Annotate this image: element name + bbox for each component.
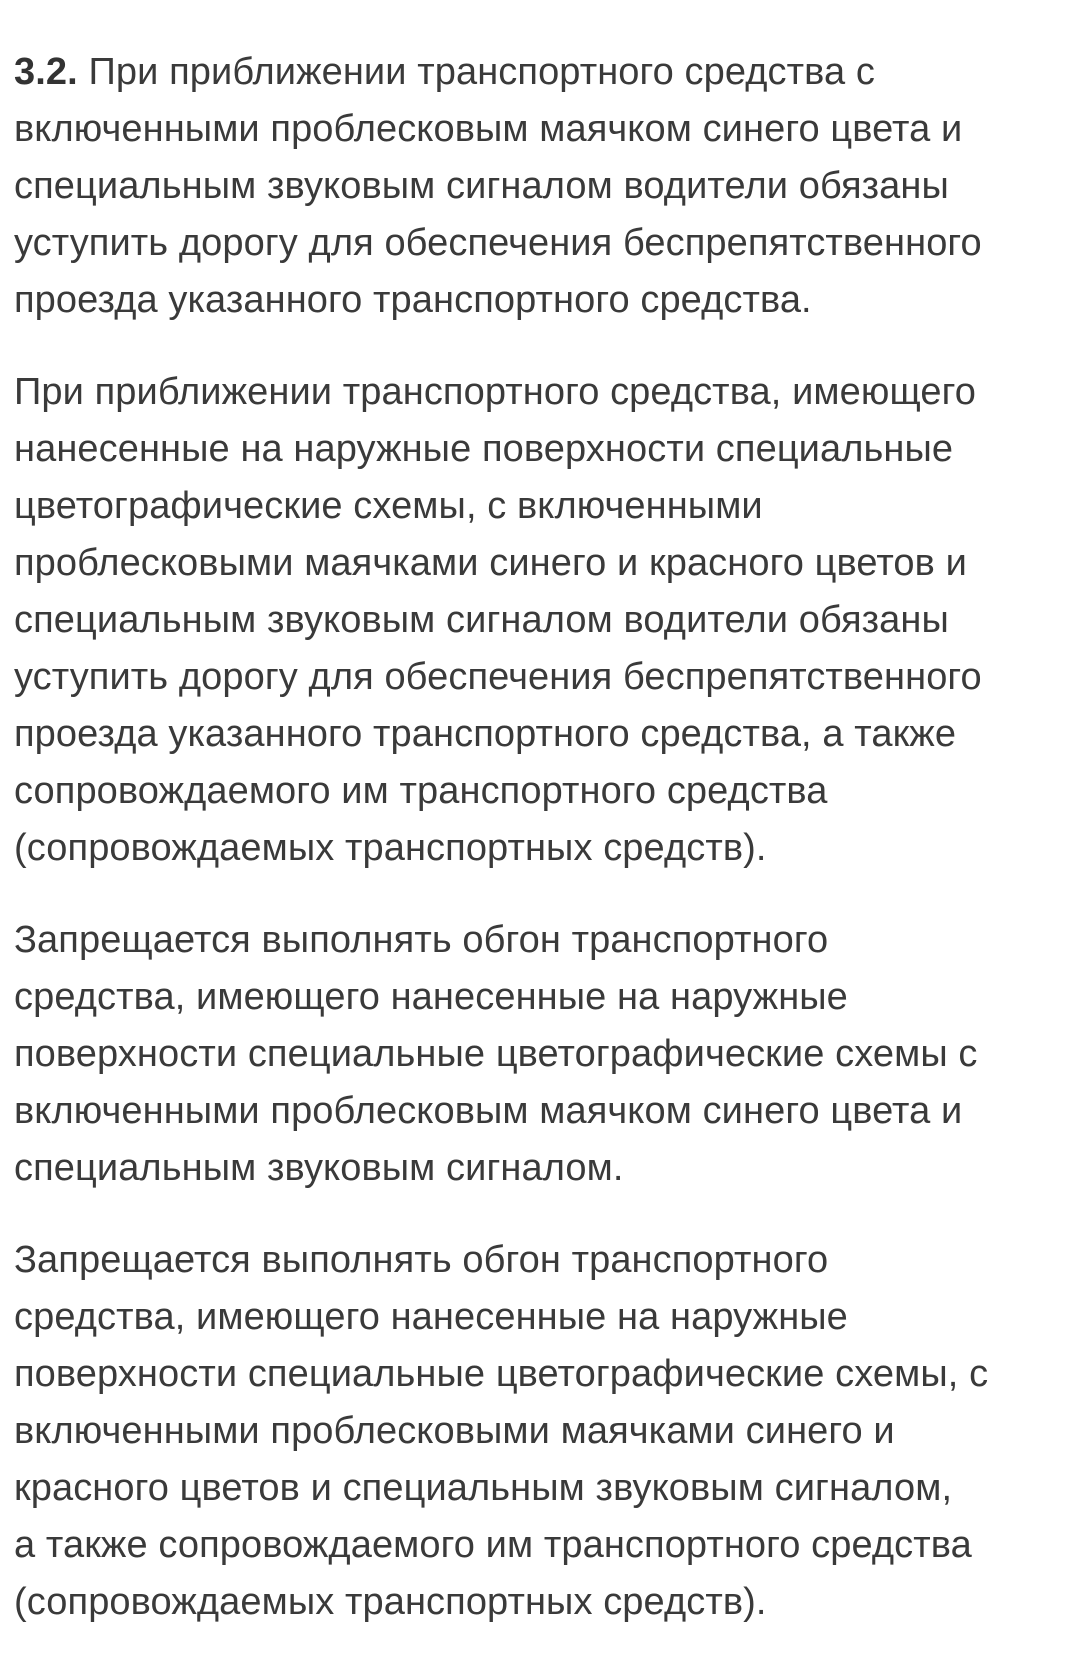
- paragraph-line: сопровождаемого им транспортного средства: [14, 770, 828, 812]
- paragraph-line: уступить дорогу для обеспечения беспрепятственного: [14, 222, 982, 264]
- paragraph-line: [14, 44, 1065, 101]
- paragraph-line: поверхности специальные цветографические схемы с: [14, 1033, 978, 1075]
- paragraph-line: специальным звуковым сигналом.: [14, 1147, 624, 1189]
- paragraph-line: поверхности специальные цветографические схемы, с: [14, 1353, 989, 1395]
- paragraph-line: При приближении транспортного средства, имеющего: [14, 371, 977, 413]
- article-number: 3.2.: [14, 51, 78, 93]
- paragraph-line: средства, имеющего нанесенные на наружные: [14, 976, 848, 1018]
- paragraph-line: включенными проблесковым маячком синего цвета и: [14, 108, 963, 150]
- paragraph-line: Запрещается выполнять обгон транспортного: [14, 919, 829, 961]
- paragraph-line: включенными проблесковыми маячками синего и: [14, 1410, 895, 1452]
- paragraph-line: (сопровождаемых транспортных средств).: [14, 827, 767, 869]
- paragraph-line-text: При приближении транспортного средства с: [77, 51, 875, 93]
- paragraph-4: [14, 1232, 1065, 1631]
- paragraph-1: [14, 44, 1065, 329]
- paragraph-line: а также сопровождаемого им транспортного средства: [14, 1524, 972, 1566]
- paragraph-2: [14, 364, 1065, 877]
- paragraph-line: средства, имеющего нанесенные на наружные: [14, 1296, 848, 1338]
- paragraph-line: нанесенные на наружные поверхности специальные: [14, 428, 954, 470]
- paragraph-line: специальным звуковым сигналом водители обязаны: [14, 165, 949, 207]
- paragraph-line: Запрещается выполнять обгон транспортного: [14, 1239, 829, 1281]
- paragraph-line: включенными проблесковым маячком синего цвета и: [14, 1090, 963, 1132]
- paragraph-3: [14, 912, 1065, 1197]
- paragraph-line: уступить дорогу для обеспечения беспрепятственного: [14, 656, 982, 698]
- paragraph-line: проблесковыми маячками синего и красного цветов и: [14, 542, 967, 584]
- paragraph-line: красного цветов и специальным звуковым сигналом,: [14, 1467, 953, 1509]
- paragraph-line: цветографические схемы, с включенными: [14, 485, 763, 527]
- paragraph-line: проезда указанного транспортного средства, а также: [14, 713, 957, 755]
- paragraph-line: (сопровождаемых транспортных средств).: [14, 1581, 767, 1623]
- paragraph-line: проезда указанного транспортного средства.: [14, 279, 812, 321]
- paragraph-line: специальным звуковым сигналом водители обязаны: [14, 599, 949, 641]
